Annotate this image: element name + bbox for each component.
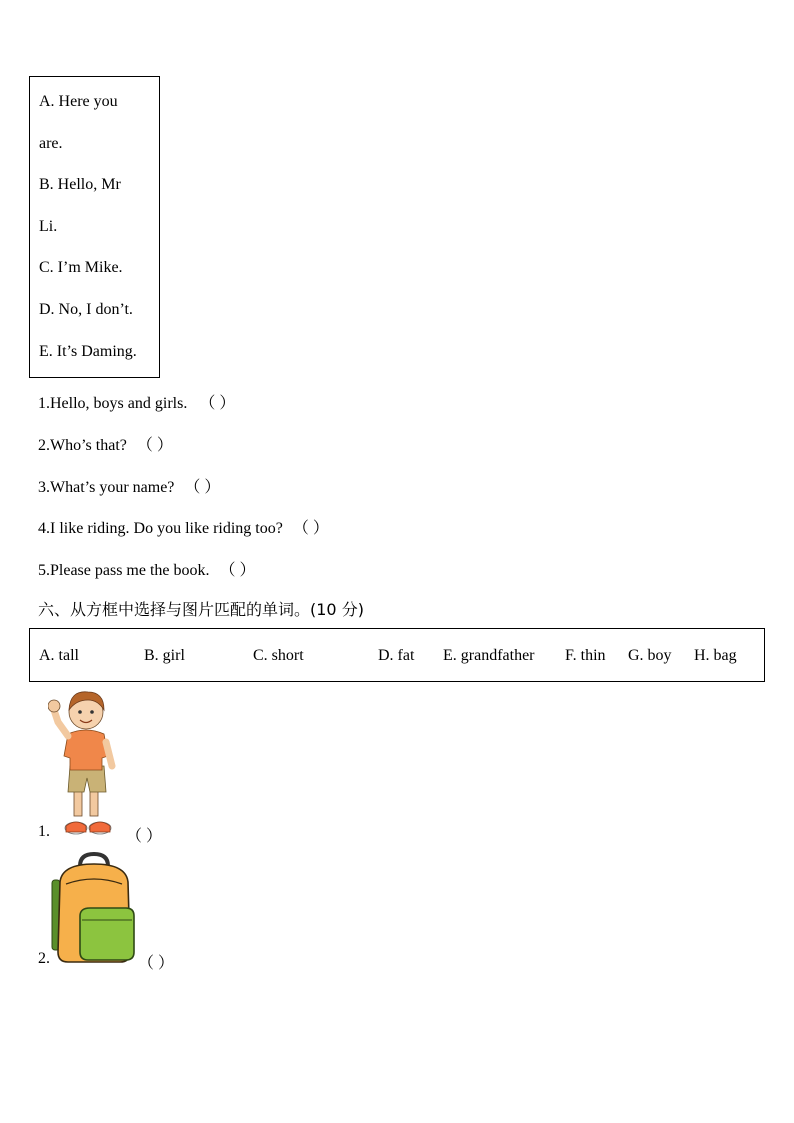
question-1 [38, 390, 235, 413]
answer-blank[interactable]: （ ） [138, 955, 175, 972]
question-5 [38, 557, 256, 580]
item-number: 1. [38, 823, 50, 840]
answer-blank[interactable]: （ ） [136, 437, 173, 454]
word-option: A. tall [39, 647, 79, 664]
answer-blank[interactable]: （ ） [126, 828, 163, 845]
word-option: B. girl [144, 647, 185, 664]
option-line: B. Hello, Mr [39, 176, 121, 193]
question-text: 4.I like riding. Do you like riding too? [38, 520, 283, 537]
picture-item-1 [38, 823, 163, 845]
options-box [29, 76, 160, 378]
question-text: 2.Who’s that? [38, 437, 127, 454]
word-option: F. thin [565, 647, 606, 664]
option-line: E. It’s Daming. [39, 343, 137, 360]
boy-picture [48, 686, 124, 838]
word-option: E. grandfather [443, 647, 535, 664]
item-number: 2. [38, 950, 50, 967]
question-text: 5.Please pass me the book. [38, 562, 210, 579]
bag-picture [50, 852, 136, 966]
question-3 [38, 474, 220, 497]
answer-blank[interactable]: （ ） [219, 562, 256, 579]
option-line: C. I’m Mike. [39, 259, 123, 276]
answer-blank[interactable]: （ ） [199, 395, 236, 412]
answer-blank[interactable]: （ ） [292, 520, 329, 537]
word-option: C. short [253, 647, 304, 664]
picture-item-2 [38, 950, 175, 972]
option-line: D. No, I don’t. [39, 301, 133, 318]
option-line: A. Here you [39, 93, 118, 110]
question-text: 1.Hello, boys and girls. [38, 395, 188, 412]
word-option: G. boy [628, 647, 672, 664]
word-box [29, 628, 765, 682]
question-text: 3.What’s your name? [38, 479, 175, 496]
word-option: H. bag [694, 647, 737, 664]
answer-blank[interactable]: （ ） [184, 479, 221, 496]
section-title: 六、从方框中选择与图片匹配的单词。(10 分) [38, 600, 364, 619]
option-line: are. [39, 135, 63, 152]
question-2 [38, 432, 173, 455]
question-4 [38, 515, 329, 538]
word-option: D. fat [378, 647, 415, 664]
option-line: Li. [39, 218, 58, 235]
